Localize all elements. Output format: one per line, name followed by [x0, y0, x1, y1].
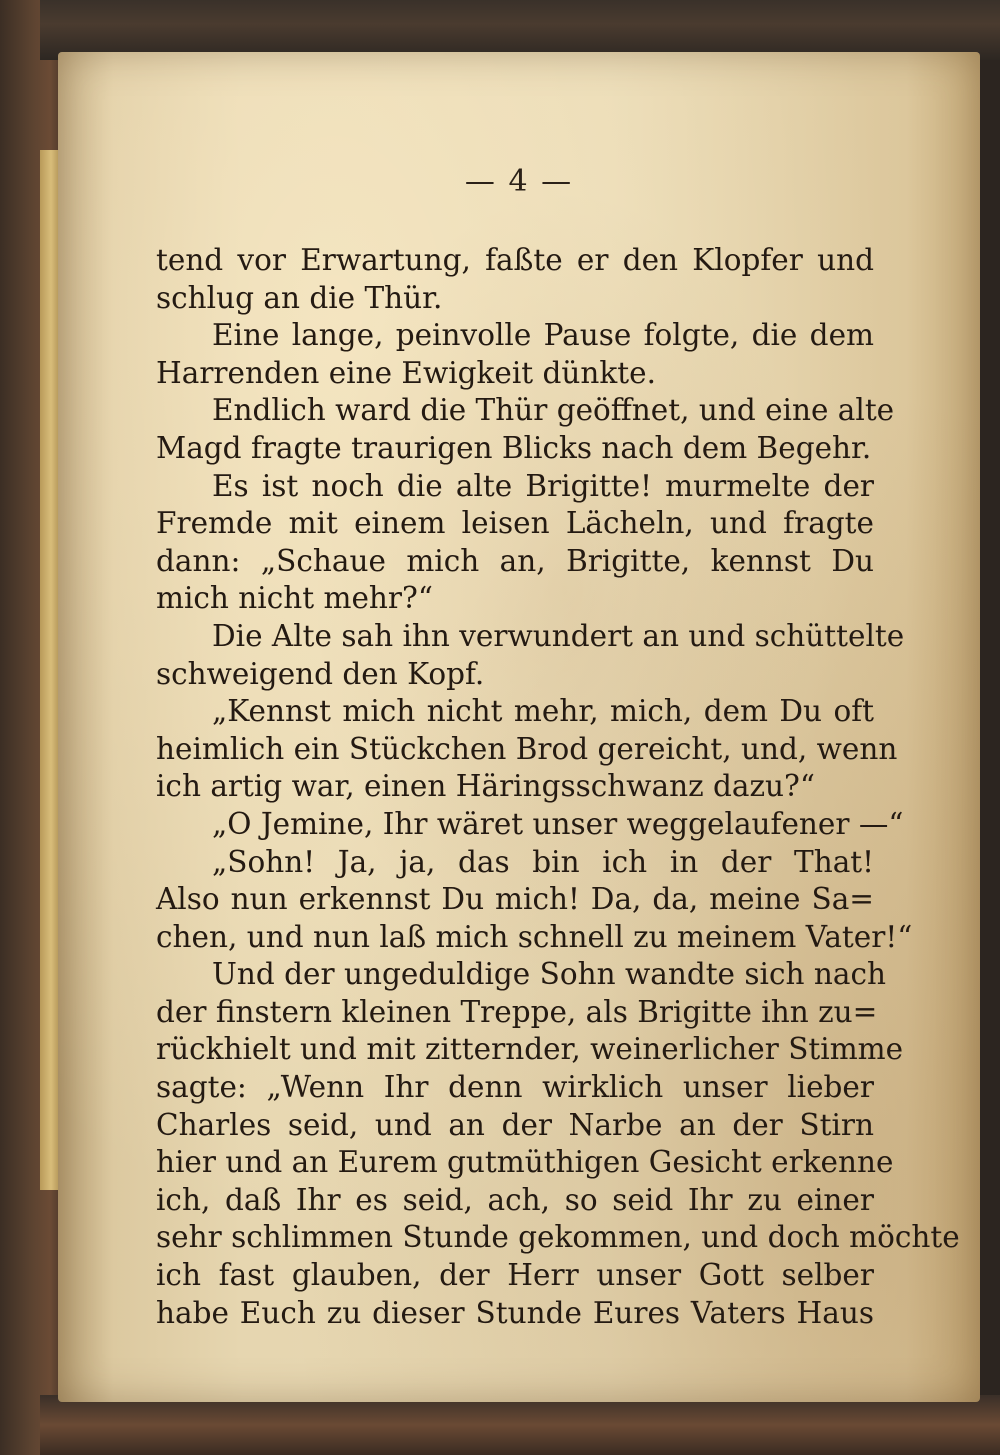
- text-line: Harrenden eine Ewigkeit dünkte.: [156, 355, 656, 390]
- cover-edge-bottom: [40, 1395, 1000, 1455]
- text-line: schweigend den Kopf.: [156, 656, 485, 691]
- text-line: der finstern kleinen Treppe, als Brigitte ihn zu=: [156, 994, 878, 1029]
- text-line: Endlich ward die Thür geöffnet, und eine alte: [212, 393, 895, 428]
- text-line: tend vor Erwartung, faßte er den Klopfer und: [156, 243, 874, 277]
- text-line: mich nicht mehr?“: [156, 581, 433, 616]
- cover-edge-top: [40, 0, 1000, 60]
- text-line: „Kennst mich nicht mehr, mich, dem Du oft: [212, 694, 874, 729]
- text-line: schlug an die Thür.: [156, 280, 443, 315]
- text-line: „O Jemine, Ihr wäret unser weggelaufener —“: [212, 806, 904, 841]
- text-line: ich fast glauben, der Herr unser Gott selber: [156, 1258, 874, 1293]
- text-line: „Sohn! Ja, ja, das bin ich in der That!: [212, 844, 874, 879]
- text-line: chen, und nun laß mich schnell zu meinem Vater!“: [156, 919, 913, 954]
- text-line: ich artig war, einen Häringsschwanz dazu?“: [156, 769, 815, 804]
- text-line: Fremde mit einem leisen Lächeln, und fragte: [156, 506, 874, 541]
- text-line: Und der ungeduldige Sohn wandte sich nach: [212, 957, 886, 992]
- text-line: habe Euch zu dieser Stunde Eures Vaters Haus: [156, 1295, 874, 1330]
- text-line: ich, daß Ihr es seid, ach, so seid Ihr zu einer: [156, 1182, 874, 1217]
- page-number: — 4 —: [464, 164, 574, 199]
- text-line: dann: „Schaue mich an, Brigitte, kennst Du: [156, 543, 874, 578]
- book-page: [58, 52, 980, 1402]
- text-line: rückhielt und mit zitternder, weinerlicher Stimme: [156, 1032, 904, 1067]
- text-line: heimlich ein Stückchen Brod gereicht, und, wenn: [156, 731, 898, 766]
- text-line: sehr schlimmen Stunde gekommen, und doch möchte: [156, 1220, 960, 1255]
- text-line: hier und an Eurem gutmüthigen Gesicht erkenne: [156, 1145, 894, 1180]
- text-line: sagte: „Wenn Ihr denn wirklich unser lieber: [156, 1070, 874, 1105]
- text-line: Magd fragte traurigen Blicks nach dem Begehr.: [156, 430, 872, 465]
- text-line: Charles seid, und an der Narbe an der Stirn: [156, 1107, 874, 1142]
- text-line: Die Alte sah ihn verwundert an und schüttelte: [212, 618, 905, 653]
- text-line: Also nun erkennst Du mich! Da, da, meine Sa=: [156, 882, 874, 917]
- text-line: Eine lange, peinvolle Pause folgte, die dem: [212, 318, 874, 353]
- body-text: [156, 242, 960, 1332]
- text-line: Es ist noch die alte Brigitte! murmelte der: [212, 468, 874, 503]
